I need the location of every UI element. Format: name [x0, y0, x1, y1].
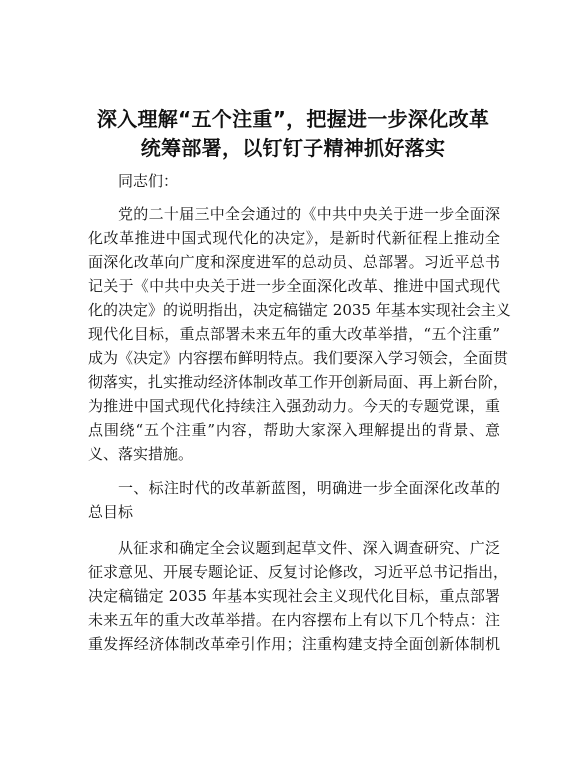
- paragraph-1-line: 党的二十届三中全会通过的《中共中央关于进一步全面深: [118, 205, 500, 223]
- document-title-line-2: 统筹部署，以钉钉子精神抓好落实: [140, 136, 446, 160]
- paragraph-2-line: 未来五年的重大改革举措。在内容摆布上有以下几个特点：注: [88, 611, 500, 629]
- paragraph-2-line: 从征求和确定全会议题到起草文件、深入调查研究、广泛: [118, 539, 500, 557]
- section-1-heading-line: 总目标: [88, 503, 134, 521]
- paragraph-1-line: 点围绕“五个注重”内容，帮助大家深入理解提出的背景、意: [88, 421, 500, 439]
- paragraph-1-line: 记关于《中共中央关于进一步全面深化改革、推进中国式现代: [88, 277, 500, 295]
- salutation: 同志们：: [118, 172, 179, 190]
- paragraph-2-line: 决定稿锚定 2035 年基本实现社会主义现代化目标，重点部署: [88, 587, 500, 605]
- section-1-heading-line: 一、标注时代的改革新蓝图，明确进一步全面深化改革的: [118, 479, 500, 497]
- paragraph-1-line: 化改革推进中国式现代化的决定》，是新时代新征程上推动全: [88, 229, 500, 247]
- paragraph-1-line: 现代化目标，重点部署未来五年的重大改革举措，“五个注重”: [88, 325, 500, 343]
- paragraph-1-line: 成为《决定》内容摆布鲜明特点。我们要深入学习领会，全面贯: [88, 349, 509, 367]
- paragraph-1-line: 面深化改革向广度和深度进军的总动员、总部署。习近平总书: [88, 253, 500, 271]
- document-title-line-1: 深入理解“五个注重”，把握进一步深化改革: [96, 107, 490, 131]
- paragraph-1-line: 化的决定》的说明指出，决定稿锚定 2035 年基本实现社会主义: [88, 301, 511, 319]
- paragraph-1-line: 义、落实措施。: [88, 445, 194, 463]
- paragraph-2-line: 征求意见、开展专题论证、反复讨论修改，习近平总书记指出，: [88, 563, 509, 581]
- paragraph-1-line: 彻落实，扎实推动经济体制改革工作开创新局面、再上新台阶，: [88, 373, 509, 391]
- paragraph-2-line: 重发挥经济体制改革牵引作用；注重构建支持全面创新体制机: [88, 635, 500, 653]
- paragraph-1-line: 为推进中国式现代化持续注入强劲动力。今天的专题党课，重: [88, 397, 500, 415]
